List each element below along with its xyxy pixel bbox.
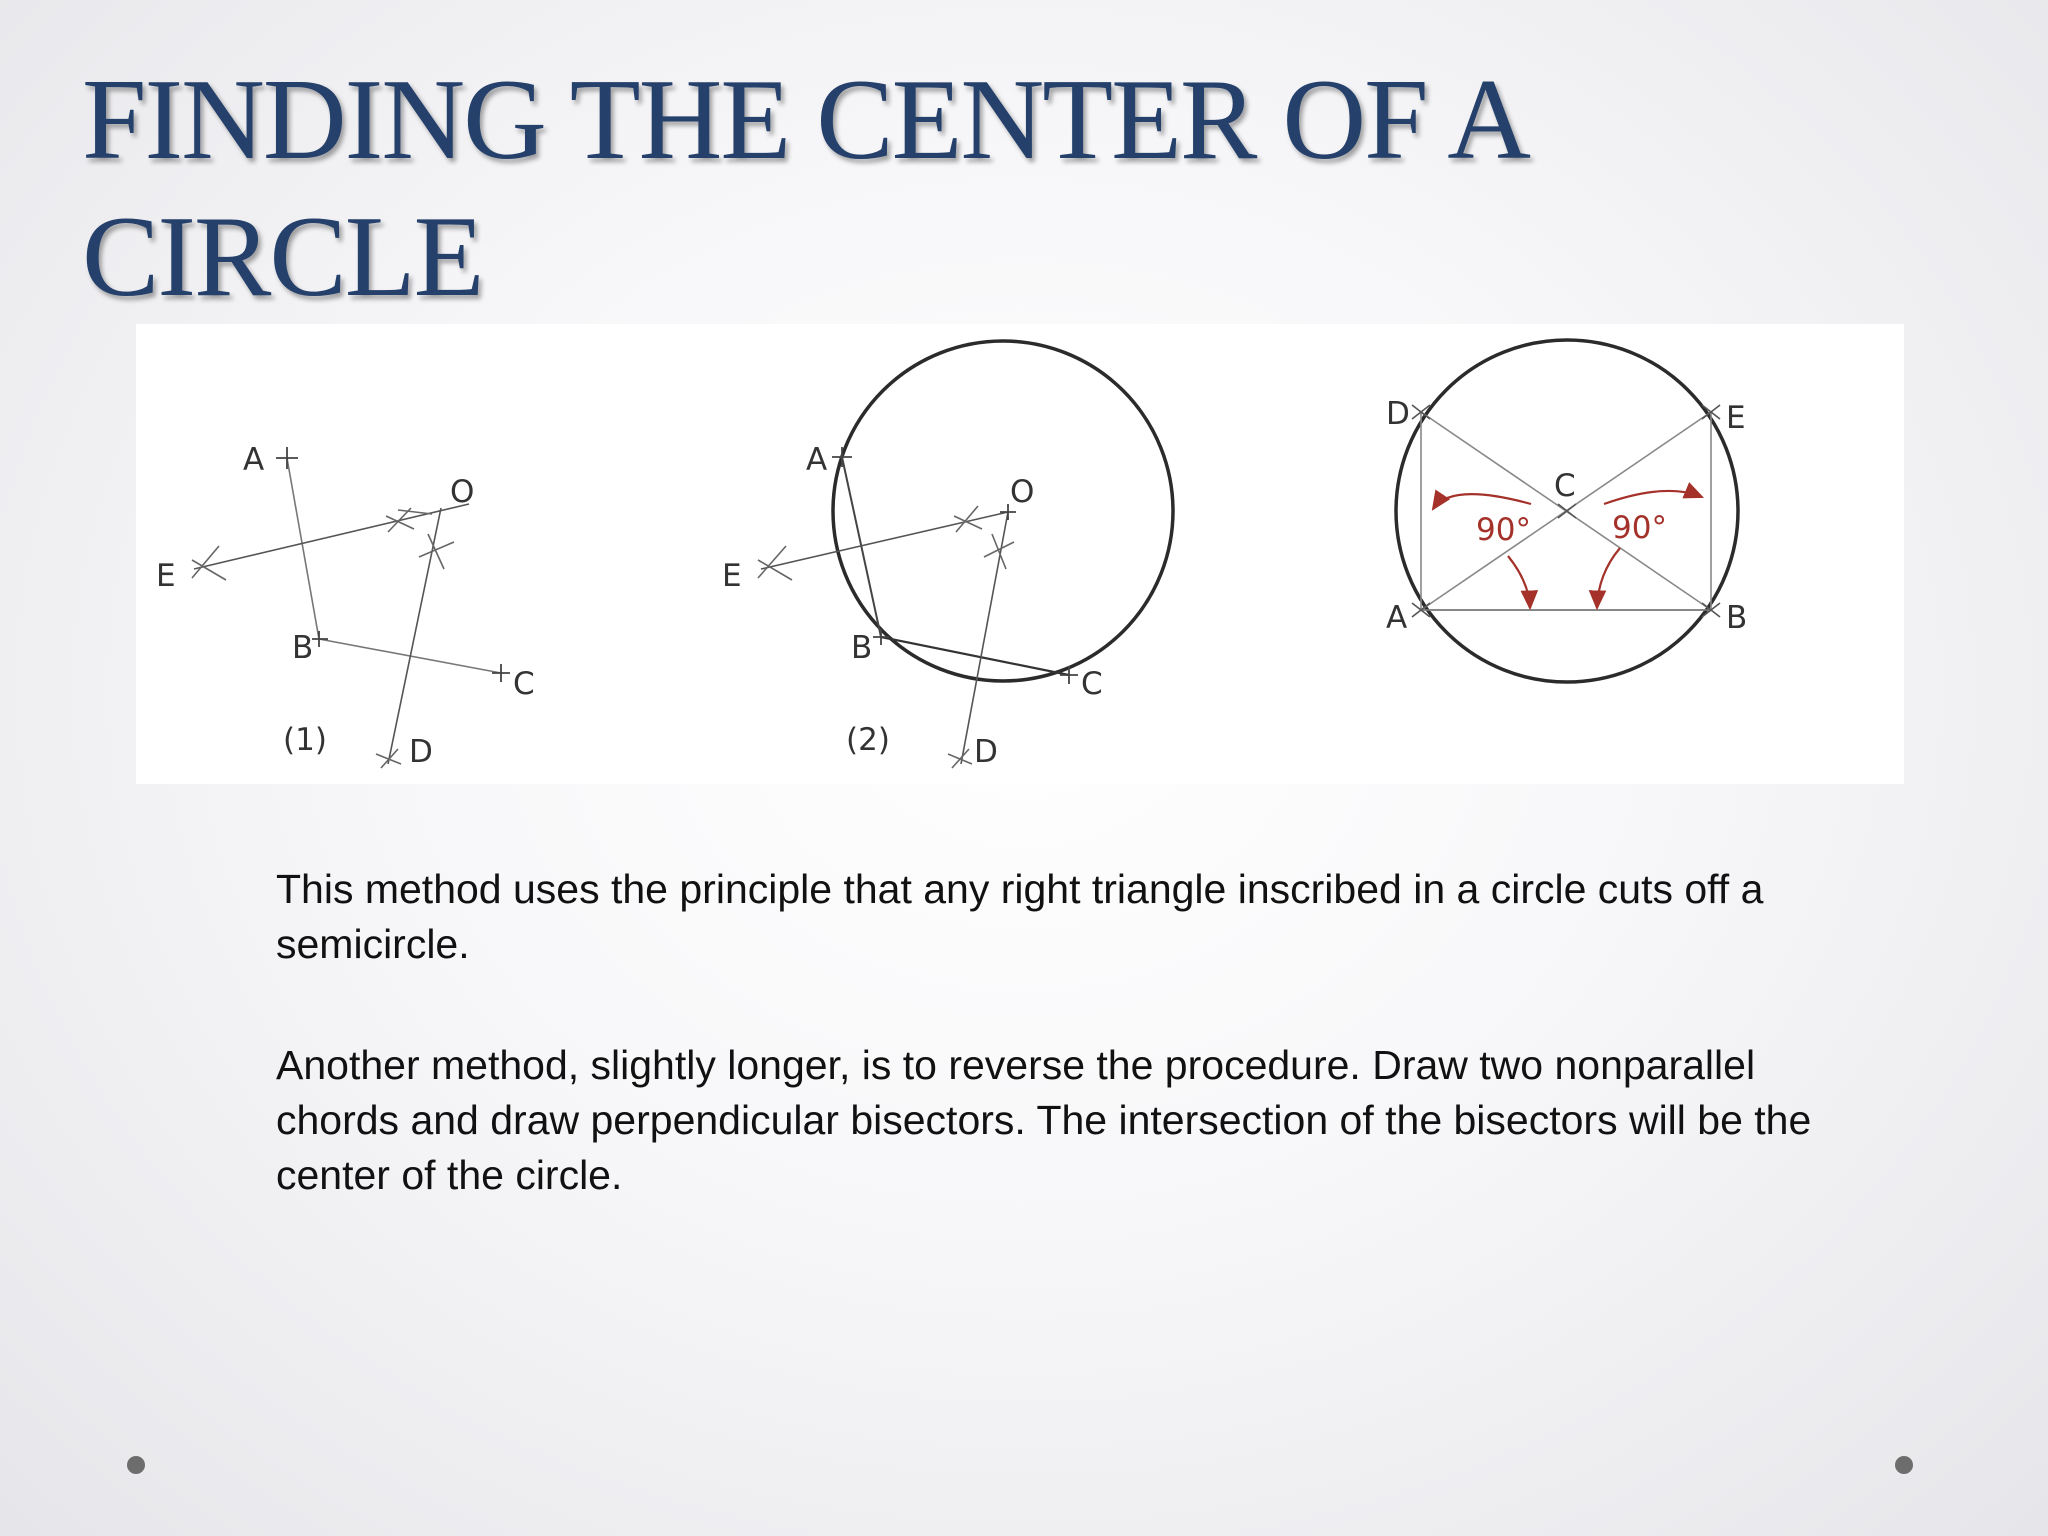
fig1-label-a: A: [243, 442, 265, 478]
fig2-label-d: D: [974, 734, 998, 770]
fig1-chord-ab: [287, 458, 319, 639]
fig3-point-c-marker: [1558, 504, 1576, 518]
fig3-label-a: A: [1386, 600, 1408, 636]
fig1-label-o: O: [450, 474, 475, 510]
slide-body: [276, 862, 1856, 1269]
fig1-label-e: E: [156, 558, 176, 594]
fig2-chord-bc: [881, 637, 1069, 675]
fig2-caption: (2): [846, 722, 890, 758]
fig2-label-a: A: [806, 442, 828, 478]
fig2-label-c: C: [1081, 666, 1103, 702]
fig2-point-b-marker: [873, 629, 889, 645]
decorative-dot-left: [127, 1456, 145, 1474]
fig3-angle-arrow-right-down: [1597, 548, 1620, 608]
fig2-chord-ab: [842, 457, 881, 637]
fig2-circle: [833, 341, 1173, 681]
fig1-label-d: D: [409, 734, 433, 770]
fig3-angle-arrow-left-down: [1508, 556, 1530, 608]
fig1-label-c: C: [513, 666, 535, 702]
fig3-angle-label-right: 90°: [1612, 510, 1667, 546]
fig2-point-a-marker: [832, 447, 852, 467]
construction-diagrams: [136, 324, 1904, 784]
fig1-point-b-marker: [312, 631, 328, 647]
fig2-label-e: E: [722, 558, 742, 594]
fig1-point-c-marker: [492, 664, 510, 682]
fig3-angle-label-left: 90°: [1476, 512, 1531, 548]
fig2-arc-mark-d: [948, 749, 972, 768]
slide-title: FINDING THE CENTER OF A CIRCLE: [82, 56, 1523, 321]
figure-1: [156, 442, 535, 770]
paragraph-principle: This method uses the principle that any right triangle inscribed in a circle cuts off a semicircle.: [276, 866, 1764, 967]
decorative-dot-right: [1895, 1456, 1913, 1474]
fig1-caption: (1): [283, 722, 327, 758]
fig2-label-b: B: [851, 630, 873, 666]
fig2-bisector-eo: [761, 512, 1008, 569]
fig3-label-b: B: [1726, 600, 1748, 636]
fig3-angle-arrow-left: [1433, 494, 1531, 509]
figure-3: [1386, 340, 1747, 682]
fig3-angle-arrow-right: [1604, 491, 1702, 504]
fig2-bisector-do: [961, 512, 1008, 764]
fig3-label-d: D: [1386, 396, 1410, 432]
fig1-arc-mark-mid: [419, 534, 454, 569]
fig1-label-b: B: [292, 630, 314, 666]
fig1-arc-mark-o: [398, 510, 432, 514]
figure-2: [722, 341, 1173, 770]
fig1-point-a-marker: [276, 447, 298, 469]
fig3-label-c: C: [1554, 468, 1576, 504]
fig2-label-o: O: [1010, 474, 1035, 510]
fig1-arc-mark-d: [376, 749, 401, 768]
fig3-label-e: E: [1726, 400, 1746, 436]
construction-figure-panel: [136, 324, 1904, 784]
paragraph-alternative-method: Another method, slightly longer, is to reverse the procedure. Draw two nonparallel chords and draw perpendicular bisectors. The intersection of the bisectors will be the center of the circle.: [276, 1042, 1812, 1198]
